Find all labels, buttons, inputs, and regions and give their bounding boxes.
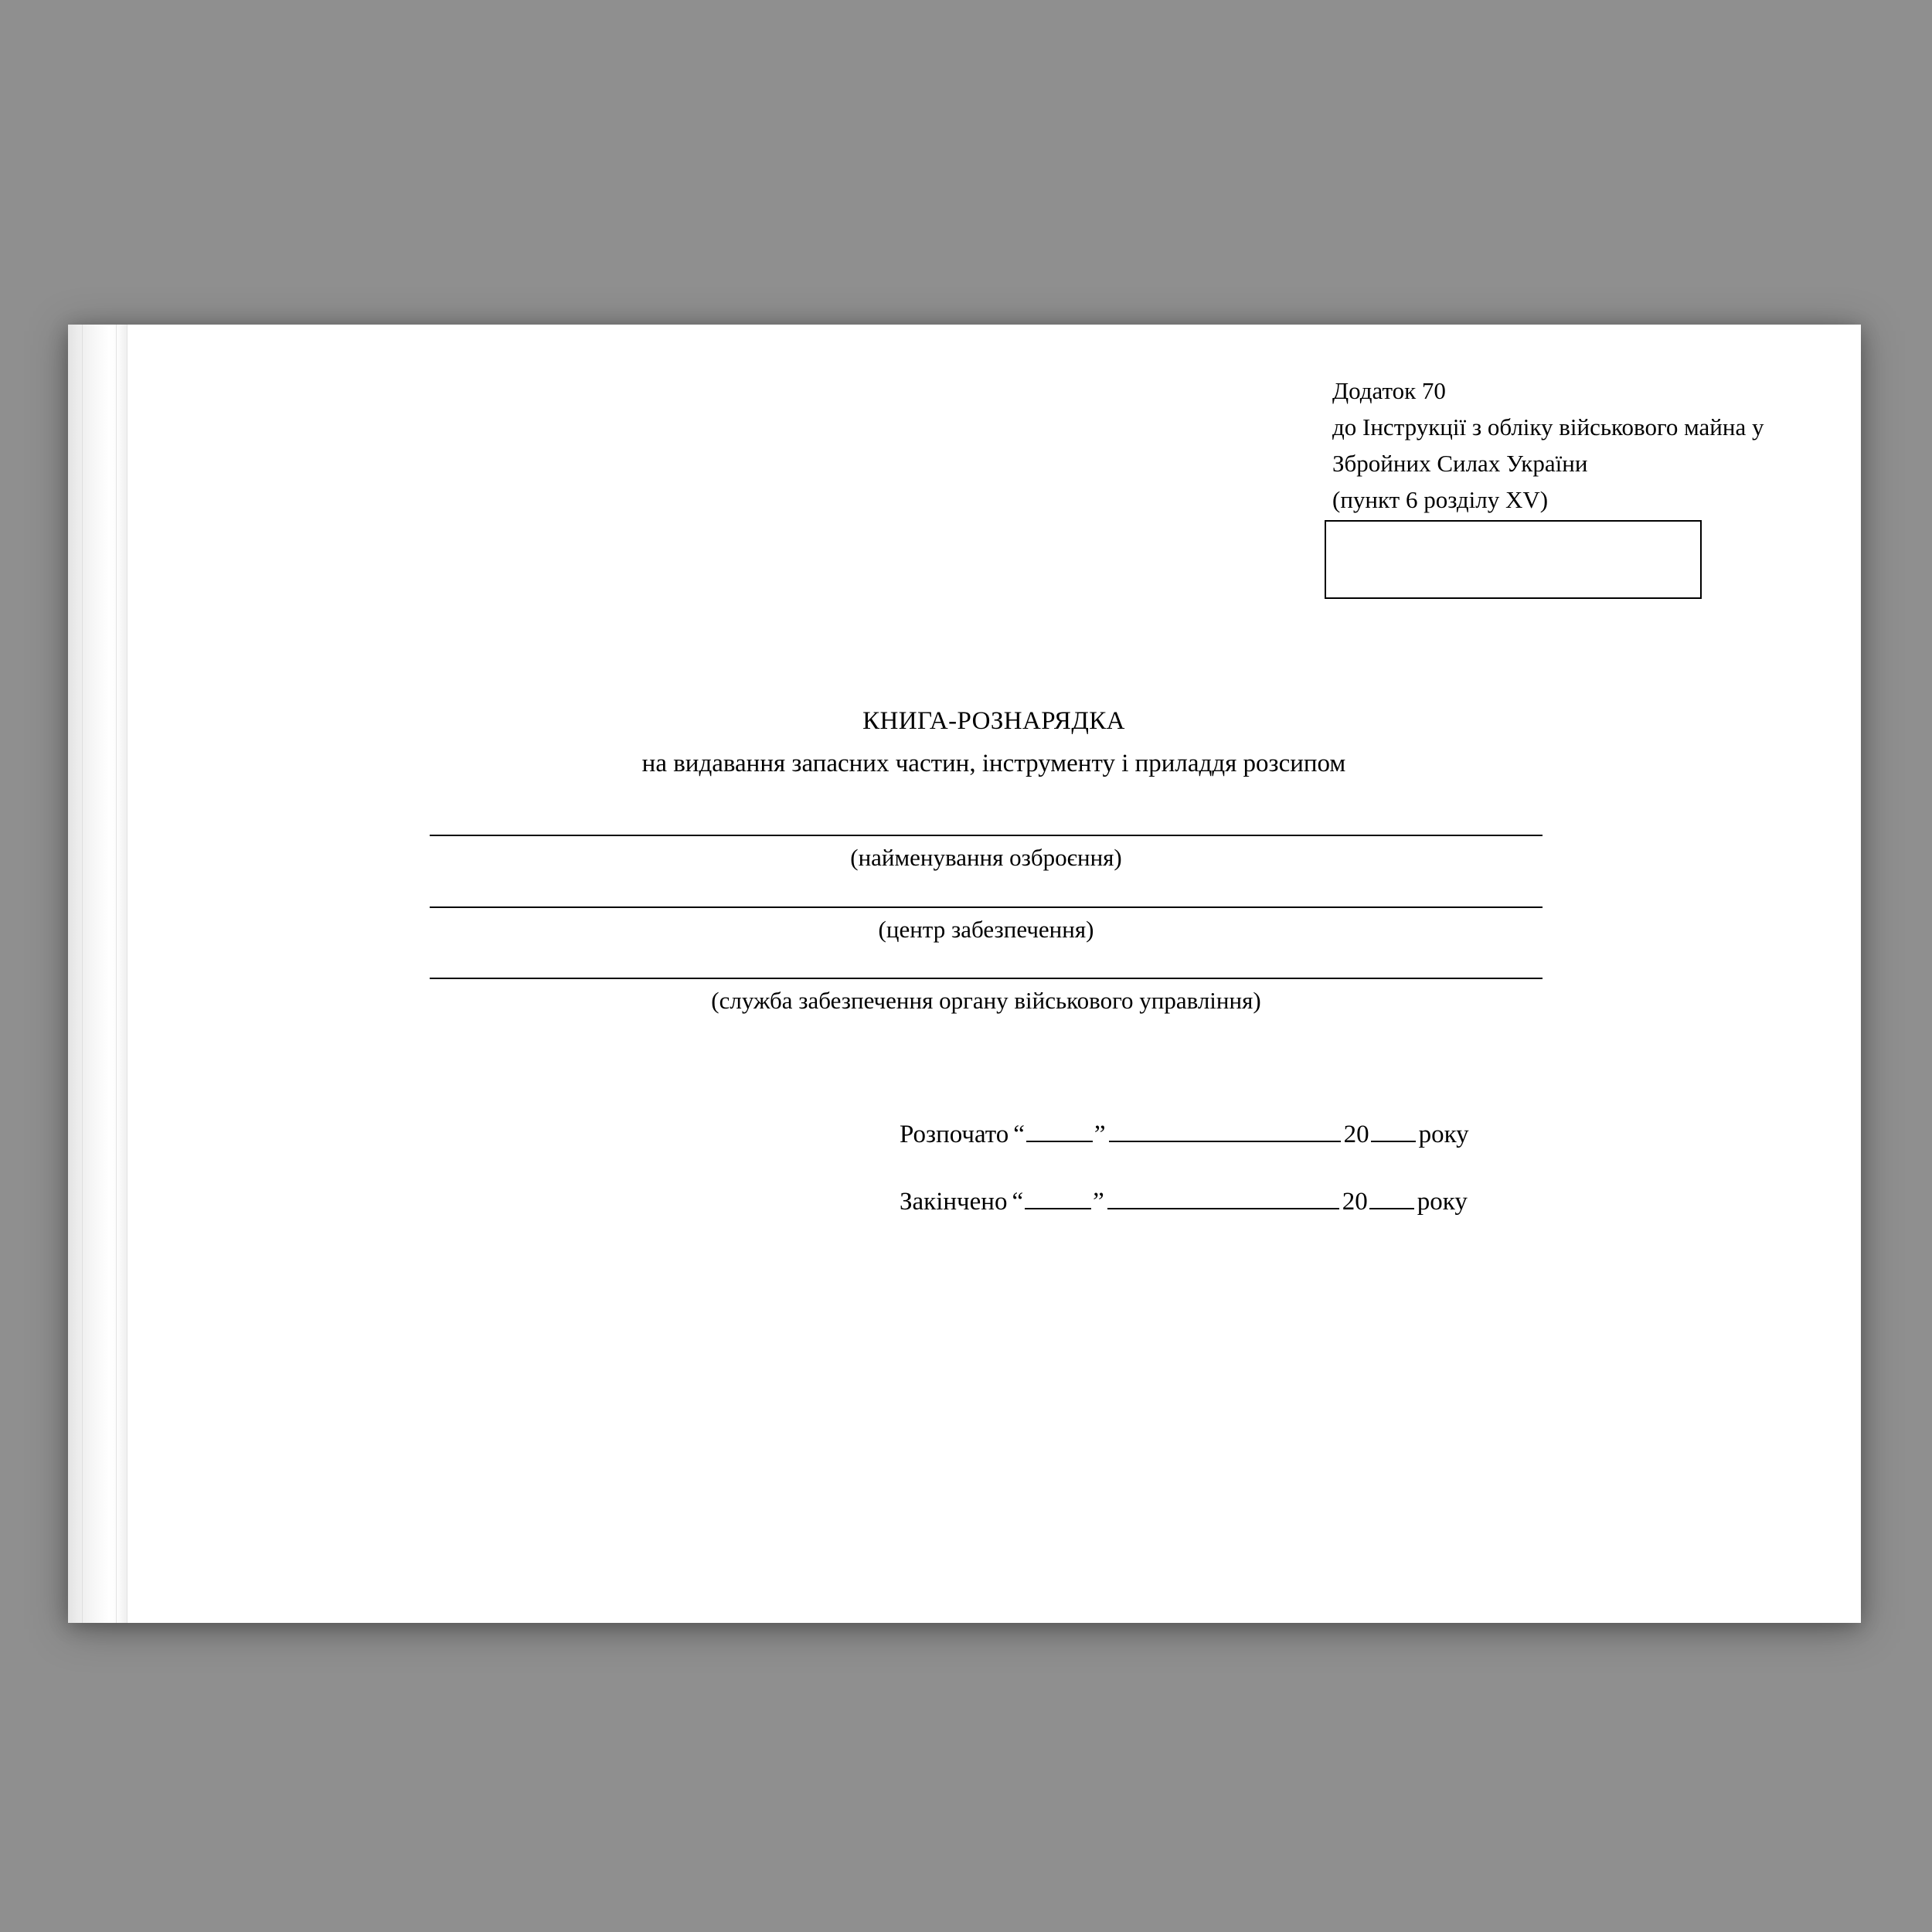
date-finished-year-suffix: року xyxy=(1417,1188,1468,1216)
date-row-finished xyxy=(900,1188,1811,1216)
date-finished-year-input[interactable] xyxy=(1369,1188,1414,1209)
date-started-year-suffix: року xyxy=(1418,1121,1469,1148)
date-finished-year-prefix: 20 xyxy=(1342,1188,1368,1216)
page-subtitle: на видавання запасних частин, інструменту і приладдя розсипом xyxy=(641,750,1346,777)
date-started-day-input[interactable] xyxy=(1026,1121,1093,1142)
binding-crease-left xyxy=(82,325,83,1623)
stamp-box[interactable] xyxy=(1325,520,1702,599)
date-finished-day-input[interactable] xyxy=(1025,1188,1091,1209)
date-finished-open-quote: “ xyxy=(1012,1188,1024,1216)
date-row-started xyxy=(900,1121,1811,1149)
fill-line-supply-service xyxy=(430,978,1543,1015)
page-title: КНИГА-РОЗНАРЯДКА xyxy=(862,707,1125,735)
fill-line-supply-service-caption: (служба забезпечення органу військового управління) xyxy=(711,987,1261,1014)
document-page xyxy=(68,325,1861,1623)
fill-line-supply-center-caption: (центр забезпечення) xyxy=(878,916,1094,943)
appendix-number: Додаток 70 xyxy=(1332,377,1446,404)
date-finished-month-input[interactable] xyxy=(1107,1188,1339,1209)
appendix-clause: (пункт 6 розділу XV) xyxy=(1332,486,1549,513)
date-started-open-quote: “ xyxy=(1013,1121,1025,1148)
fill-line-weapon-name xyxy=(430,835,1543,872)
date-started-label: Розпочато xyxy=(900,1121,1009,1148)
date-started-year-input[interactable] xyxy=(1371,1121,1416,1142)
appendix-header xyxy=(1332,372,1889,518)
fill-line-weapon-name-caption: (найменування озброєння) xyxy=(850,844,1122,871)
appendix-reference-line-2: Збройних Силах України xyxy=(1332,450,1588,477)
date-finished-label: Закінчено xyxy=(900,1188,1008,1216)
date-started-month-input[interactable] xyxy=(1109,1121,1341,1142)
date-started-close-quote: ” xyxy=(1094,1121,1106,1148)
binding-crease-right xyxy=(116,325,117,1623)
date-started-year-prefix: 20 xyxy=(1343,1121,1369,1148)
book-binding xyxy=(68,325,128,1623)
date-finished-close-quote: ” xyxy=(1093,1188,1104,1216)
page-content xyxy=(127,325,1861,1623)
fill-line-supply-center xyxy=(430,906,1543,944)
appendix-reference-line-1: до Інструкції з обліку військового майна у xyxy=(1332,413,1764,440)
date-fields xyxy=(900,1121,1811,1255)
